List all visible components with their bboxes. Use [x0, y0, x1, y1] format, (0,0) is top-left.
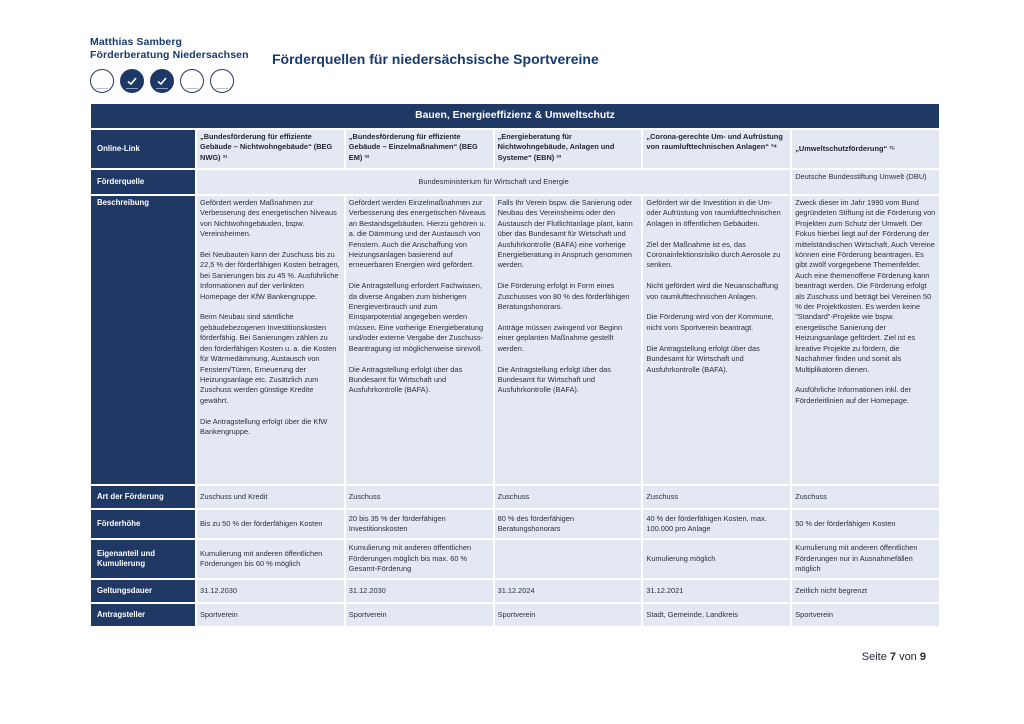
program-link[interactable]: „Bundesförderung für effiziente Gebäude – Einzelmaßnahmen“ (BEG EM) ³² — [346, 130, 493, 168]
table-row-art — [91, 486, 939, 508]
program-link[interactable]: „Corona-gerechte Um- und Aufrüstung von raumlufttechnischen Anlagen“ ³⁴ — [643, 130, 790, 168]
row-label: Art der Förderung — [91, 486, 195, 508]
logo-subtitle: Förderberatung Niedersachsen — [90, 49, 249, 61]
page-number — [862, 651, 926, 663]
table-row-antragsteller — [91, 604, 939, 626]
page-title: Förderquellen für niedersächsische Sportvereine — [272, 51, 599, 67]
step-circle-icon — [210, 69, 234, 93]
current-page: 7 — [889, 651, 896, 663]
row-label: Förderquelle — [91, 170, 195, 194]
page-sep: von — [899, 651, 917, 663]
total-pages: 9 — [919, 651, 926, 663]
row-label: Eigenanteil und Kumulierung — [91, 540, 195, 578]
table-row-online-link — [91, 130, 939, 168]
section-title: Bauen, Energieeffizienz & Umweltschutz — [91, 104, 939, 128]
art-cell: Zuschuss — [495, 486, 642, 508]
row-label: Online-Link — [91, 130, 195, 168]
hoehe-cell: 80 % des förderfähigen Beratungshonorars — [495, 510, 642, 538]
funding-table — [89, 102, 941, 628]
funder-cell: Bundesministerium für Wirtschaft und Energie — [197, 170, 790, 194]
hoehe-cell: Bis zu 50 % der förderfähigen Kosten — [197, 510, 344, 538]
step-circle-icon — [180, 69, 204, 93]
geltungsdauer-cell: 31.12.2024 — [495, 580, 642, 602]
table-row-geltungsdauer — [91, 580, 939, 602]
logo-circles — [90, 69, 260, 93]
art-cell: Zuschuss — [346, 486, 493, 508]
hoehe-cell: 40 % der förderfähigen Kosten, max. 100.000 pro Anlage — [643, 510, 790, 538]
eigenanteil-cell — [495, 540, 642, 578]
description-cell: Gefördert werden Einzelmaßnahmen zur Verbesserung des energetischen Niveaus an Bestandsgebäuden. Hierzu gehören u. a. die Dämmung und der Austausch von Fenstern. Auch die Anschaffung von Heizungsanlagen basierend auf erneuerbaren Energien wird gefördert. Die Antragstellung erfordert Fachwissen, da diverse Angaben zum bisherigen Energieverbrauch und zum Einsparpotential angegeben werden müssen. Eine vorherige Energieberatung und/oder externe Vergabe der Zuschuss-Beantragung ist möglicherweise sinnvoll. Die Antragstellung erfolgt über das Bundesamt für Wirtschaft und Ausfuhrkontrolle (BAFA). — [346, 196, 493, 484]
antragsteller-cell: Stadt, Gemeinde, Landkreis — [643, 604, 790, 626]
funder-cell: Deutsche Bundesstiftung Umwelt (DBU) — [792, 170, 939, 194]
row-label: Antragsteller — [91, 604, 195, 626]
art-cell: Zuschuss und Kredit — [197, 486, 344, 508]
geltungsdauer-cell: 31.12.2030 — [197, 580, 344, 602]
check-circle-icon — [120, 69, 144, 93]
row-label: Geltungsdauer — [91, 580, 195, 602]
program-link[interactable]: „Energieberatung für Nichtwohngebäude, Anlagen und Systeme“ (EBN) ³³ — [495, 130, 642, 168]
eigenanteil-cell: Kumulierung mit anderen öffentlichen Förderungen bis 60 % möglich — [197, 540, 344, 578]
antragsteller-cell: Sportverein — [197, 604, 344, 626]
description-cell: Falls Ihr Verein bspw. die Sanierung oder Neubau des Vereinsheims oder den Austausch der Flutlichtanlage plant, kann über das Bundesamt für Wirtschaft und Ausfuhrkontrolle (BAFA) eine vorherige Energieberatung in Anspruch genommen werden. Die Förderung erfolgt in Form eines Zuschusses von 80 % des förderfähigen Beratungshonorars. Anträge müssen zwingend vor Beginn einer geplanten Maßnahme gestellt werden. Die Antragstellung erfolgt über das Bundesamt für Wirtschaft und Ausfuhrkontrolle (BAFA). — [495, 196, 642, 484]
description-cell: Zweck dieser im Jahr 1990 vom Bund gegründeten Stiftung ist die Förderung von Projekten zum Schutz der Umwelt. Der Fokus hierbei liegt auf der Förderung der mittelständischen Wirtschaft. Auch Vereine können eine Förderung beantragen. Es gibt zwölf vorgegebene Themenfelder. Auch eine themenoffene Förderung kann beantragt werden. Die Förderung erfolgt als Zuschuss und beträgt bei Vereinen 50 % der Projektkosten. Es werden keine "Standard"-Projekte wie bspw. energetische Sanierung der Heizungsanlage gefördert. Ziel ist es kreative Projekte zu fördern, die Nachahmer finden und somit als Multiplikatoren dienen. Ausführliche Informationen inkl. der Förderleitlinien auf der Homepage. — [792, 196, 939, 484]
antragsteller-cell: Sportverein — [792, 604, 939, 626]
table-row-eigenanteil — [91, 540, 939, 578]
art-cell: Zuschuss — [792, 486, 939, 508]
table-row-beschreibung — [91, 196, 939, 484]
eigenanteil-cell: Kumulierung mit anderen öffentlichen Förderungen nur in Ausnahmefällen möglich — [792, 540, 939, 578]
hoehe-cell: 50 % der förderfähigen Kosten — [792, 510, 939, 538]
antragsteller-cell: Sportverein — [346, 604, 493, 626]
antragsteller-cell: Sportverein — [495, 604, 642, 626]
table-section-header — [91, 104, 939, 128]
hoehe-cell: 20 bis 35 % der förderfähigen Investitionskosten — [346, 510, 493, 538]
row-label: Beschreibung — [91, 196, 195, 484]
geltungsdauer-cell: 31.12.2030 — [346, 580, 493, 602]
row-label: Förderhöhe — [91, 510, 195, 538]
description-cell: Gefördert wir die Investition in die Um- oder Aufrüstung von raumlufttechnischen Anlagen in öffentlichen Gebäuden. Ziel der Maßnahme ist es, das Coronainfektionsrisiko durch Aerosole zu senken. Nicht gefördert wird die Neuanschaffung von raumlufttechnischen Anlagen. Die Förderung wird von der Kommune, nicht vom Sportverein beantragt. Die Antragstellung erfolgt über das Bundesamt für Wirtschaft und Ausfuhrkontrolle (BAFA). — [643, 196, 790, 484]
description-cell: Gefördert werden Maßnahmen zur Verbesserung des energetischen Niveaus von Nichtwohngebäuden, bspw. Vereinsheimen. Bei Neubauten kann der Zuschuss bis zu 22,5 % der förderfähigen Kosten betragen, bei Sanierungen bis zu 45 %. Ausführliche Informationen auf der verlinkten Homepage der KfW Bankengruppe. Beim Neubau sind sämtliche gebäudebezogenen Investitionskosten förderfähig. Bei Sanierungen zählen zu den förderfähigen Kosten u. a. die Kosten für Wärmedämmung, Austausch von Fenstern/Türen, Erneuerung der Heizungsanlage etc. Zusätzlich zum Zuschuss werden günstige Kredite gewährt. Die Antragstellung erfolgt über die KfW Bankengruppe. — [197, 196, 344, 484]
geltungsdauer-cell: 31.12.2021 — [643, 580, 790, 602]
eigenanteil-cell: Kumulierung mit anderen öffentlichen Förderungen möglich bis max. 60 % Gesamt-Förderung — [346, 540, 493, 578]
table-row-hoehe — [91, 510, 939, 538]
step-circle-icon — [90, 69, 114, 93]
eigenanteil-cell: Kumulierung möglich — [643, 540, 790, 578]
logo-block — [90, 36, 260, 93]
art-cell: Zuschuss — [643, 486, 790, 508]
check-circle-icon — [150, 69, 174, 93]
logo-name: Matthias Samberg — [90, 36, 183, 48]
table-row-foerderquelle — [91, 170, 939, 194]
page-label: Seite — [861, 651, 887, 663]
program-link[interactable]: „Umweltschutzförderung“ ³⁵ — [792, 130, 939, 168]
geltungsdauer-cell: Zeitlich nicht begrenzt — [792, 580, 939, 602]
program-link[interactable]: „Bundesförderung für effiziente Gebäude – Nichtwohngebäude“ (BEG NWG) ³¹ — [197, 130, 344, 168]
